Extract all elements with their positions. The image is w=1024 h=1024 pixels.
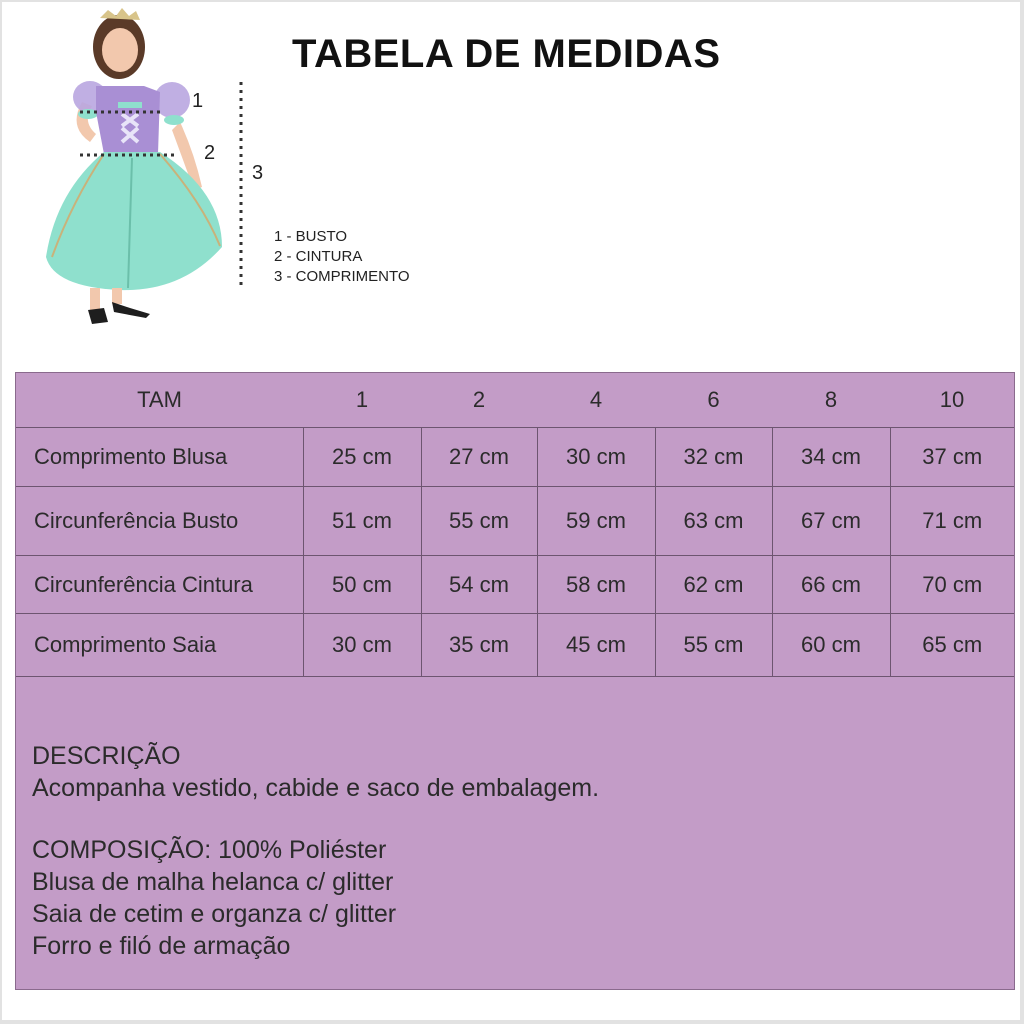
table-cell: 70 cm [890,556,1014,614]
header-size-6: 6 [655,373,772,428]
row-label: Circunferência Busto [16,487,303,556]
marker-bust: 1 [192,90,204,112]
table-cell: 35 cm [421,614,537,677]
table-cell: 27 cm [421,428,537,487]
marker-waist: 2 [204,142,216,164]
header-size-1: 1 [303,373,421,428]
table-cell: 25 cm [303,428,421,487]
description-heading: DESCRIÇÃO [32,742,181,770]
table-cell: 32 cm [655,428,772,487]
table-cell: 60 cm [772,614,890,677]
table-cell: 34 cm [772,428,890,487]
header-size-2: 2 [421,373,537,428]
table-cell: 62 cm [655,556,772,614]
table-cell: 30 cm [537,428,655,487]
header-size: TAM [16,373,303,428]
composition-heading: COMPOSIÇÃO: 100% Poliéster [32,836,387,864]
table-row [16,614,1014,677]
marker-length: 3 [252,162,264,184]
legend-item-waist: 2 - CINTURA [274,248,363,265]
legend-item-bust: 1 - BUSTO [274,228,348,245]
size-table [16,373,1014,677]
table-cell: 67 cm [772,487,890,556]
table-cell: 55 cm [655,614,772,677]
table-cell: 30 cm [303,614,421,677]
header-size-10: 10 [890,373,1014,428]
measurement-legend [274,227,410,287]
product-description [32,740,599,962]
table-cell: 45 cm [537,614,655,677]
composition-line: Forro e filó de armação [32,932,291,960]
description-text: Acompanha vestido, cabide e saco de embalagem. [32,774,600,802]
row-label: Comprimento Saia [16,614,303,677]
legend-item-length: 3 - COMPRIMENTO [274,268,410,285]
header-size-4: 4 [537,373,655,428]
table-cell: 51 cm [303,487,421,556]
header-size-8: 8 [772,373,890,428]
table-cell: 63 cm [655,487,772,556]
table-cell: 50 cm [303,556,421,614]
table-row [16,487,1014,556]
composition-line: Saia de cetim e organza c/ glitter [32,900,397,928]
row-label: Comprimento Blusa [16,428,303,487]
table-cell: 37 cm [890,428,1014,487]
table-cell: 54 cm [421,556,537,614]
composition-line: Blusa de malha helanca c/ glitter [32,868,394,896]
table-cell: 58 cm [537,556,655,614]
table-cell: 66 cm [772,556,890,614]
page-title: TABELA DE MEDIDAS [292,32,721,76]
row-label: Circunferência Cintura [16,556,303,614]
table-header-row [16,373,1014,428]
size-table-panel [15,372,1015,990]
table-cell: 55 cm [421,487,537,556]
size-chart-page [2,2,1020,1020]
table-cell: 59 cm [537,487,655,556]
table-row [16,556,1014,614]
table-cell: 65 cm [890,614,1014,677]
table-row [16,428,1014,487]
table-cell: 71 cm [890,487,1014,556]
